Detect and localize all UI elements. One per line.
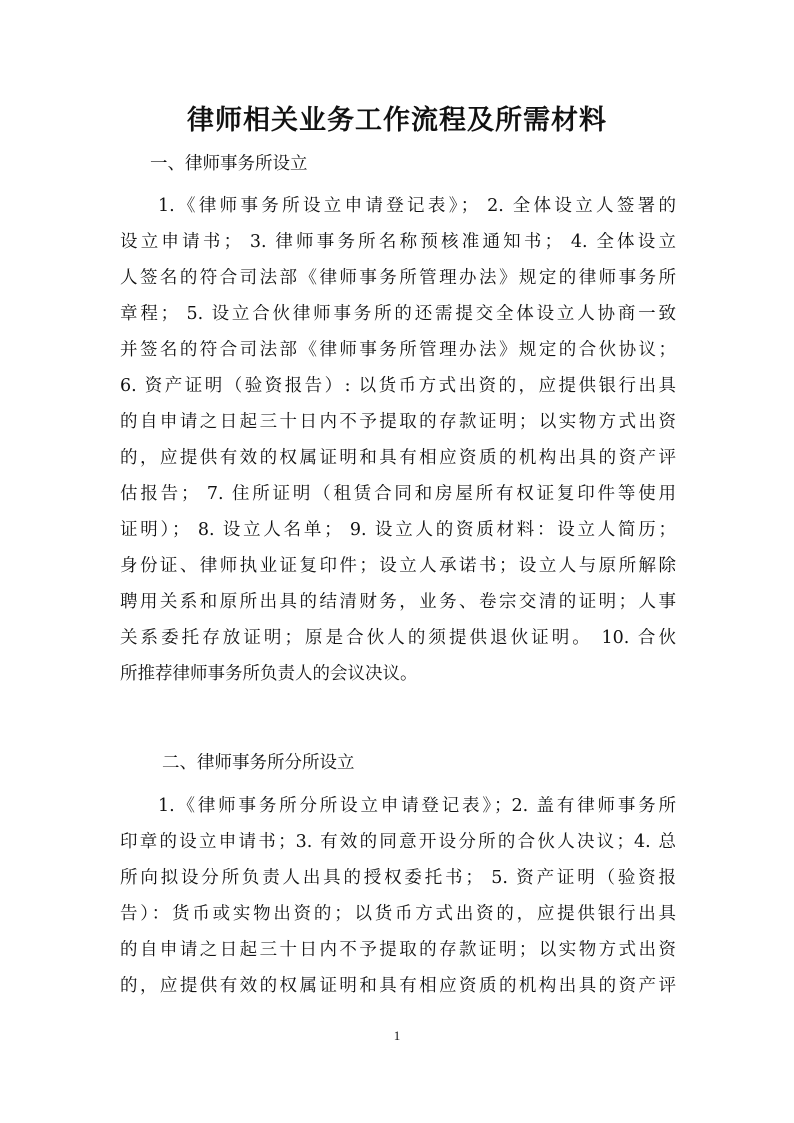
paragraph-line: 的，应提供有效的权属证明和具有相应资质的机构出具的资产评	[120, 976, 676, 996]
paragraph-line: 的，应提供有效的权属证明和具有相应资质的机构出具的资产评	[120, 448, 676, 468]
paragraph-line: 的自申请之日起三十日内不予提取的存款证明；以实物方式出资	[120, 940, 676, 960]
paragraph-line: 6. 资产证明（验资报告）: 以货币方式出资的，应提供银行出具	[120, 376, 676, 396]
section-heading-1: 一、律师事务所设立	[150, 154, 308, 174]
paragraph-line: 估报告； 7. 住所证明（租赁合同和房屋所有权证复印件等使用	[120, 484, 676, 504]
paragraph-line: 章程； 5. 设立合伙律师事务所的还需提交全体设立人协商一致	[120, 304, 676, 324]
paragraph-line: 1.《律师事务所设立申请登记表》； 2. 全体设立人签署的	[158, 196, 676, 216]
paragraph-line: 1.《律师事务所分所设立申请登记表》；2. 盖有律师事务所	[158, 796, 676, 816]
section-heading-2: 二、律师事务所分所设立	[162, 753, 355, 773]
document-title: 律师相关业务工作流程及所需材料	[187, 105, 607, 136]
paragraph-line: 的自申请之日起三十日内不予提取的存款证明；以实物方式出资	[120, 412, 676, 432]
paragraph-line: 身份证、律师执业证复印件；设立人承诺书；设立人与原所解除	[120, 556, 676, 576]
paragraph-line: 设立申请书； 3. 律师事务所名称预核准通知书； 4. 全体设立	[120, 232, 676, 252]
section-1-body	[120, 188, 676, 692]
paragraph-line: 关系委托存放证明；原是合伙人的须提供退伙证明。 10. 合伙	[120, 628, 676, 648]
paragraph-line: 所向拟设分所负责人出具的授权委托书； 5. 资产证明（验资报	[120, 868, 676, 888]
page-number: 1	[393, 1028, 401, 1043]
paragraph-line: 证明）； 8. 设立人名单； 9. 设立人的资质材料：设立人简历；	[120, 520, 676, 540]
paragraph-line: 并签名的符合司法部《律师事务所管理办法》规定的合伙协议；	[120, 340, 676, 360]
paragraph-line: 印章的设立申请书；3. 有效的同意开设分所的合伙人决议；4. 总	[120, 832, 676, 852]
paragraph-line: 所推荐律师事务所负责人的会议决议。	[120, 664, 418, 684]
paragraph-line: 人签名的符合司法部《律师事务所管理办法》规定的律师事务所	[120, 268, 676, 288]
paragraph-line: 告）：货币或实物出资的；以货币方式出资的，应提供银行出具	[120, 904, 676, 924]
paragraph-line: 聘用关系和原所出具的结清财务，业务、卷宗交清的证明；人事	[120, 592, 676, 612]
section-2-body	[120, 788, 676, 1004]
